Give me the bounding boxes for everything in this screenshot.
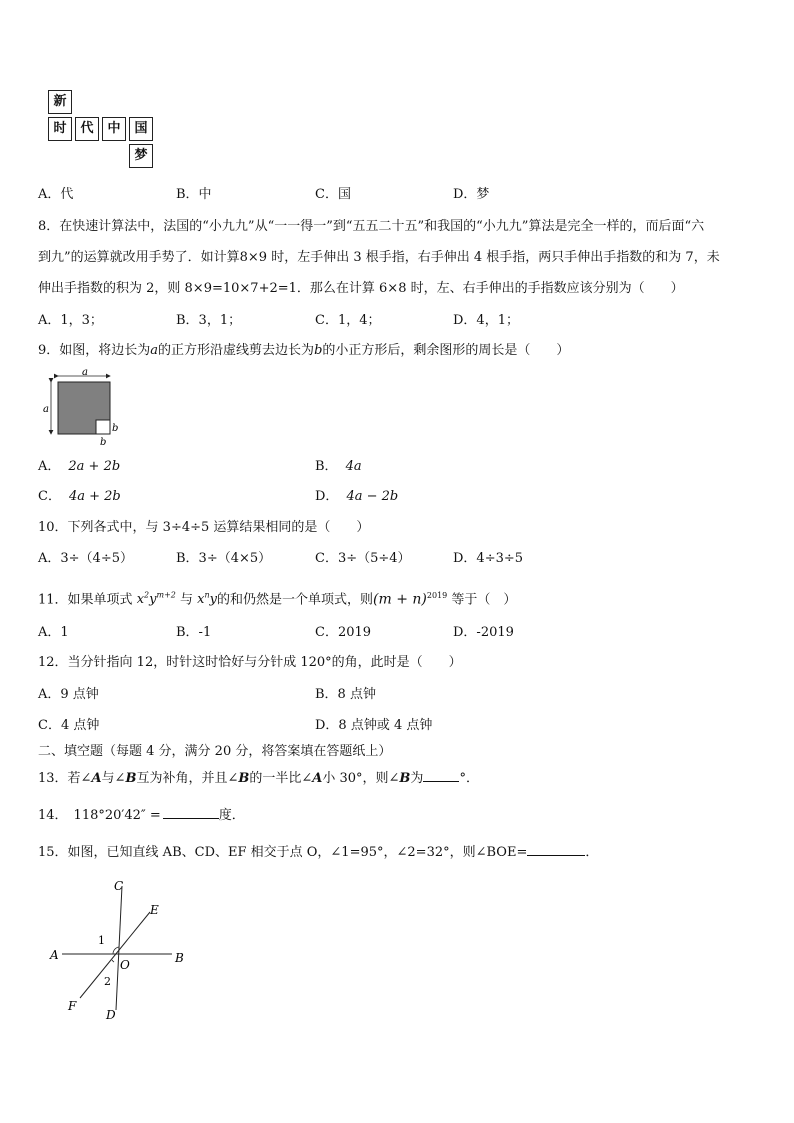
q11-question [38,587,516,609]
option-label: A． [38,459,61,474]
q11-text-mid: 的和仍然是一个单项式，则 [217,592,374,608]
label-angle-2: 2 [104,975,111,988]
q9-text-post: 的小正方形后，剩余图形的周长是（ ） [322,343,570,358]
net-cell: 梦 [129,144,153,168]
angle-expression: 118°20′42″ = [73,808,161,823]
line-ef [80,912,150,998]
q14-question [38,806,245,825]
monomial-1 [137,592,176,607]
q11-option-d: D．-2019 [453,625,514,640]
label-d: D [106,1008,116,1022]
q7-option-b: B．中 [176,187,212,202]
option-label: B． [315,459,338,474]
mono2-exp-x: n [204,591,210,600]
q15-question [38,843,598,862]
q12-option-b: B．8 点钟 [315,687,376,702]
q12-question: 12．当分针指向 12，时针这时恰好与分针成 120°的角，此时是（ ） [38,655,462,670]
q10-option-a: A．3÷（4÷5） [38,551,133,566]
option-label: C． [38,489,61,504]
q12-option-d: D．8 点钟或 4 点钟 [315,718,433,733]
paren-exponent: 2019 [426,591,448,600]
label-e: E [150,903,159,917]
q8-line-1: 8．在快速计算法中，法国的“小九九”从“一一得一”到“五五二十五”和我国的“小九九”算法是完全一样的，而后面“六 [38,219,705,234]
q7-option-a: A．代 [38,187,74,202]
net-cell: 中 [102,117,126,141]
q10-option-c: C．3÷（5÷4） [315,551,411,566]
answer-blank [423,769,459,782]
option-expression: 4a + 2b [68,489,121,504]
label-a-top: a [82,368,88,378]
answer-blank [163,806,219,819]
q14-text: 度． [218,808,245,823]
label-b-right: b [112,423,119,434]
q8-line-2: 到九”的运算就改用手势了．如计算8×9 时，左手伸出 3 根手指，右手伸出 4 根手指，两只手伸出手指数的和为 7，未 [38,250,720,265]
angle-var: B [238,771,250,786]
q9-var-a: a [150,343,159,358]
q10-question: 10．下列各式中，与 3÷4÷5 运算结果相同的是（ ） [38,520,370,535]
label-a-left: a [43,404,49,415]
q9-option-b [315,458,362,476]
label-f: F [68,999,77,1013]
q12-option-a: A．9 点钟 [38,687,99,702]
mono1-y: y [149,592,157,608]
mono1-exp-y: m+2 [156,591,176,600]
net-cell: 国 [129,117,153,141]
paren-expression: (m + n) [373,591,427,608]
q9-option-c [38,488,121,506]
mono2-x: x [197,592,205,608]
q15-text: ． [585,845,599,860]
q9-square-figure [40,368,130,448]
net-cell: 时 [48,117,72,141]
q12-option-c: C．4 点钟 [38,718,100,733]
q13-text: 互为补角，并且∠ [136,771,239,786]
q13-text: 与∠ [101,771,126,786]
q11-option-a: A．1 [38,625,69,640]
q14-number: 14． [38,808,68,823]
label-a: A [50,948,59,962]
option-expression: 4a − 2b [346,489,399,504]
net-cell: 新 [48,90,72,114]
q8-option-c: C．1，4； [315,313,381,328]
label-b: B [175,951,184,965]
q9-option-a [38,458,120,476]
q7-option-d: D．梦 [453,187,490,202]
option-expression: 2a + 2b [68,459,121,474]
q13-text: 的一半比∠ [249,771,313,786]
mono2-y: y [209,592,218,608]
label-angle-1: 1 [98,934,105,947]
angle-var: A [312,771,323,786]
q9-var-b: b [314,343,323,358]
q13-text: 13．若∠ [38,771,92,786]
q13-text: °． [459,771,479,786]
q11-text-pre: 11．如果单项式 [38,592,133,608]
q11-option-b: B．-1 [176,625,212,640]
q8-option-a: A．1，3； [38,313,103,328]
q9-question [38,342,569,360]
q8-option-d: D．4，1； [453,313,519,328]
q9-text-pre: 9．如图，将边长为 [38,343,151,358]
q13-question [38,769,479,788]
angle-var: B [399,771,411,786]
cut-small-square [96,420,110,434]
q11-option-c: C．2019 [315,625,372,640]
q8-option-b: B．3，1； [176,313,242,328]
q10-option-d: D．4÷3÷5 [453,551,524,566]
label-o: O [120,958,130,972]
q7-option-c: C．国 [315,187,351,202]
q11-text-and: 与 [180,592,194,608]
net-cell: 代 [75,117,99,141]
angle-var: A [91,771,102,786]
q10-option-b: B．3÷（4×5） [176,551,272,566]
q11-text-post: 等于（ ） [451,592,517,608]
q15-lines-figure [40,874,200,1024]
label-c: C [114,879,124,893]
label-b-bottom: b [100,437,107,448]
q15-text: 15．如图，已知直线 AB、CD、EF 相交于点 O，∠1=95°，∠2=32°，则∠BOE= [38,845,528,860]
monomial-2 [197,592,217,607]
q13-text: 为 [410,771,424,786]
q9-text-mid: 的正方形沿虚线剪去边长为 [158,343,315,358]
option-expression: 4a [345,459,362,474]
mono1-exp-x: 2 [144,591,150,600]
q9-option-d [315,488,398,506]
answer-blank [527,843,585,856]
angle-var: B [125,771,137,786]
section-2-title: 二、填空题（每题 4 分，满分 20 分，将答案填在答题纸上） [38,744,392,759]
option-label: D． [315,489,339,504]
q13-text: 小 30°，则∠ [322,771,400,786]
angle-2-arc [112,960,114,962]
mono1-x: x [136,592,145,608]
q8-line-3: 伸出手指数的积为 2，则 8×9=10×7+2=1．那么在计算 6×8 时，左、右手伸出的手指数应该分别为（ ） [38,281,684,296]
